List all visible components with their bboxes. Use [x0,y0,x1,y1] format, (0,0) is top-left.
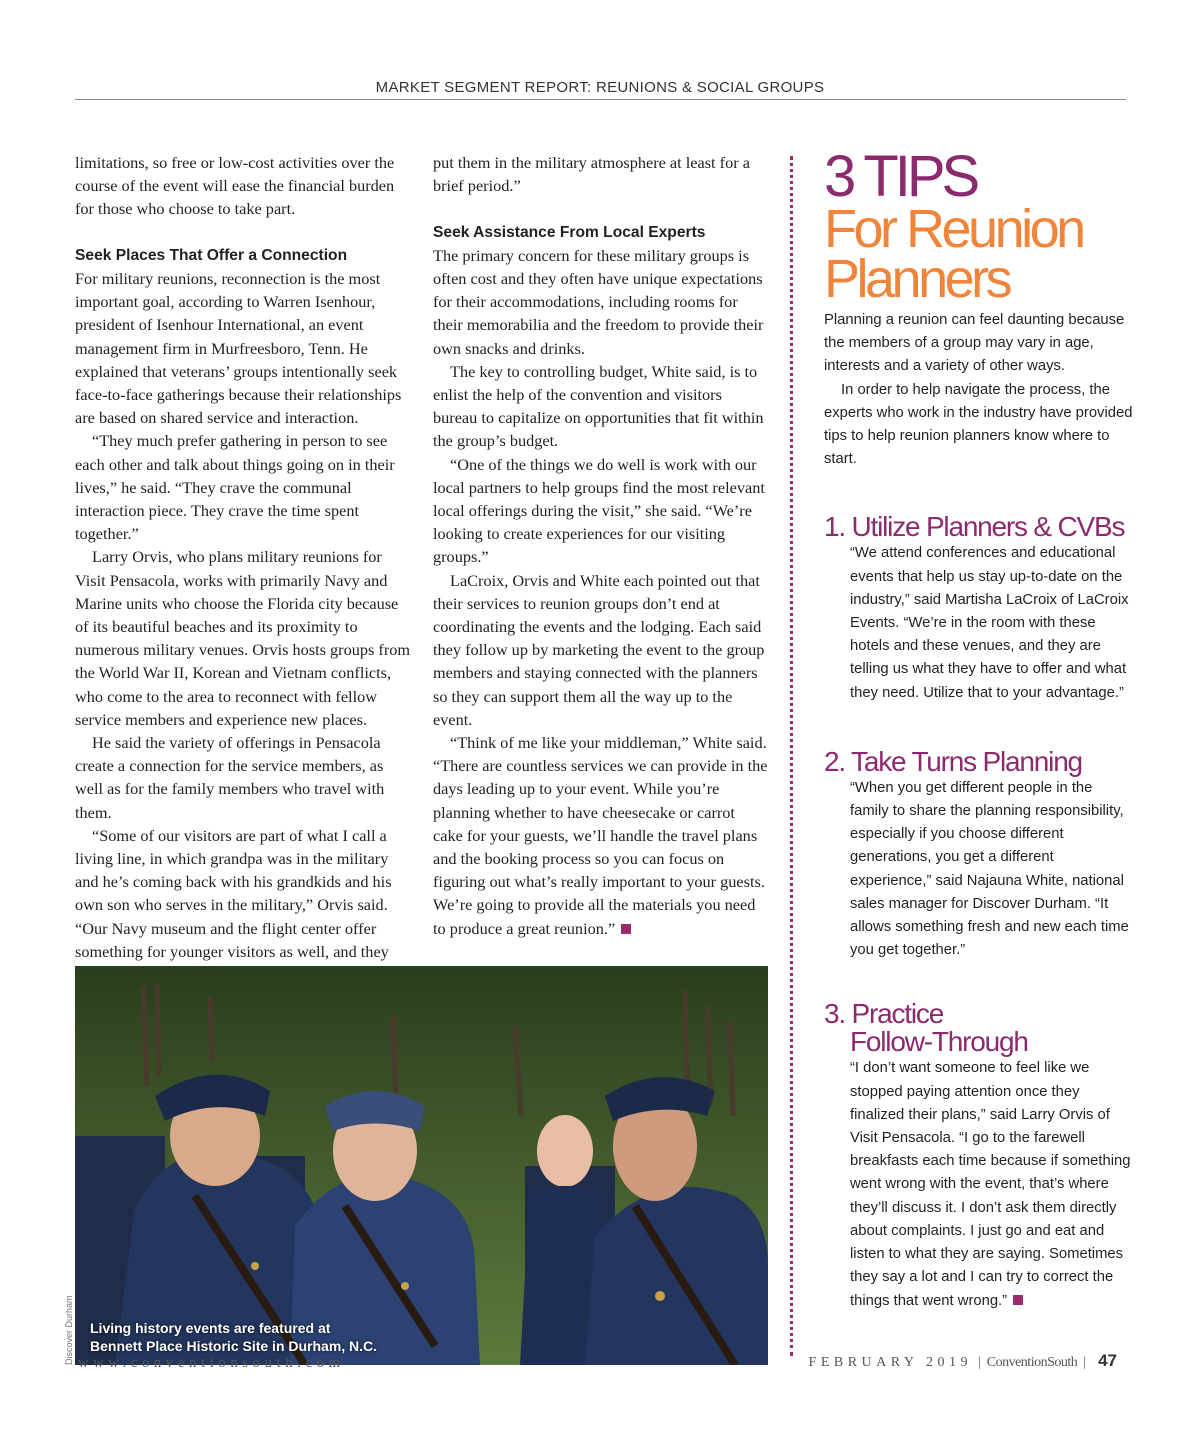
tip-body: “We attend conferences and educational events that help us stay up-to-date on the industry,” said Martisha LaCroix of LaCroix Events. “We’re in the room with these hotels and these venues, and they are telling us what they have to offer and what they need. Utilize that to your advantage.” [850,545,1129,701]
paragraph-text: “Think of me like your middleman,” White said. “There are countless services we can provide in the days leading up to your event. While you’re planning whether to have cheesecake or carrot cake for your guests, we’ll handle the travel plans and the booking process so you can focus on figuring out what’s really important to your guests. We’re going to provide all the materials you need to produce a great reunion.” [433,733,768,938]
paragraph: For military reunions, reconnection is the most important goal, according to Warren Isenhour, president of Isenhour International, an event management firm in Murfreesboro, Tenn. He explained that veterans’ groups intentionally seek face-to-face gatherings because their relationships are based on shared service and interaction. [75,269,402,428]
header-rule [75,99,1126,100]
caption-line: Living history events are featured at [90,1320,331,1336]
intro-paragraph: In order to help navigate the process, the experts who work in the industry have provided tips to help reunion planners know where to start. [824,381,1133,468]
end-mark-icon [621,924,631,934]
footer-month: FEBRUARY 2019 [808,1355,972,1370]
tip-1 [824,513,1134,704]
article-column-1 [75,151,413,963]
paragraph: “One of the things we do well is work with our local partners to help groups find the most relevant local offerings during the visit,” she said. “We’re looking to create experiences for our visiting groups.” [433,454,765,567]
paragraph: limitations, so free or low-cost activities over the course of the event will ease the financial burden for those who choose to take part. [75,153,395,219]
tip-heading [824,1000,1134,1056]
paragraph-last [433,731,768,940]
page-number: 47 [1098,1351,1117,1370]
running-header: MARKET SEGMENT REPORT: REUNIONS & SOCIAL GROUPS [375,79,825,96]
sidebar-intro [824,309,1134,471]
caption-line: Bennett Place Historic Site in Durham, N.C. [90,1338,378,1354]
tip-heading-line: 3. Practice [824,998,944,1030]
paragraph: put them in the military atmosphere at least for a brief period.” [433,153,750,196]
footer-separator: | [1083,1355,1087,1370]
sidebar-title-number: 3 TIPS [824,144,977,209]
paragraph: “They much prefer gathering in person to see each other and talk about things going on in their lives,” he said. “They crave the communal interaction piece. They crave the time spent together.” [75,431,395,544]
tip-3 [824,1000,1134,1312]
end-mark-icon [1013,1295,1023,1305]
footer-separator: | [977,1355,981,1370]
intro-paragraph: Planning a reunion can feel daunting because the members of a group may vary in age, interests and a variety of other ways. [824,312,1125,375]
photo-credit: Discover Durham [64,1295,74,1365]
sidebar-title-line: Planners [824,249,1010,309]
tip-heading: 2. Take Turns Planning [824,745,1082,777]
sidebar-dotted-rule [790,156,793,1356]
paragraph-spacer [433,197,768,220]
paragraph: The key to controlling budget, White said, is to enlist the help of the convention and visitors bureau to capitalize on opportunities that fit within the group’s budget. [433,361,764,451]
paragraph-spacer [75,221,413,244]
photo-caption [90,1319,377,1355]
photo-illustration [75,966,768,1365]
sidebar-title-line: For Reunion [824,199,1083,259]
tip-heading-line: Follow-Through [850,1026,1028,1058]
paragraph: Larry Orvis, who plans military reunions for Visit Pensacola, works with primarily Navy and Marine units who choose the Florida city because of its beautiful beaches and its proximity to numerous military venues. Orvis hosts groups from the World War II, Korean and Vietnam conflicts, who come to the area to reconnect with fellow service members and experience new places. [75,547,411,729]
tip-body-text: “I don’t want someone to feel like we stopped paying attention once they finalized their plans,” said Larry Orvis of Visit Pensacola. “I go to the farewell breakfasts each time because if something went wrong with the event, that’s where they’ll discuss it. I don’t ask them directly about complaints. I just go and eat and listen to what they are saying. Sometimes they say a lot and I can try to correct the things that went wrong.” [850,1060,1131,1309]
subheading: Seek Assistance From Local Experts [433,223,706,241]
tip-body: “When you get different people in the family to share the planning responsibility, especially if you choose different generations, you get a different experience,” said Najauna White, national sales manager for Discover Durham. “It allows something fresh and new each time you get together.” [850,779,1129,959]
photo-soldiers [75,966,768,1365]
article-column-2 [433,151,768,940]
paragraph: “Some of our visitors are part of what I call a living line, in which grandpa was in the military and he’s coming back with his grandkids and his own son who serves in the military,” Orvis said. “Our Navy museum and the flight center offer something for younger visitors as well, and they [75,825,392,961]
tip-body [824,1057,1134,1312]
paragraph: He said the variety of offerings in Pensacola create a connection for the service members, as well as for the family members who travel with them. [75,733,385,822]
footer-issue-info [809,1351,1117,1371]
footer-url: www.conventionsouth.com [78,1355,345,1371]
tip-heading: 1. Utilize Planners & CVBs [824,511,1125,543]
subheading: Seek Places That Offer a Connection [75,246,348,264]
tip-2 [824,745,1134,963]
paragraph: LaCroix, Orvis and White each pointed out that their services to reunion groups don’t end at coordinating the events and the lodging. Each said they follow up by marketing the event to the group members and staying connected with the planners so they can support them all the way up to the event. [433,570,765,729]
footer-magazine: ConventionSouth [986,1355,1078,1370]
paragraph: The primary concern for these military groups is often cost and they often have unique expectations for their accommodations, including rooms for their memorabilia and the freedom to provide their own snacks and drinks. [433,245,764,358]
tips-sidebar [824,144,1134,1313]
